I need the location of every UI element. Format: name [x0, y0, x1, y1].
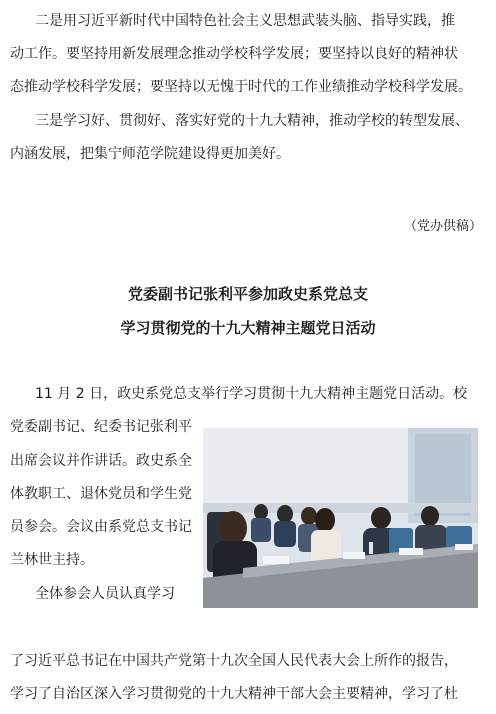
article-title-line-2: 学习贯彻党的十九大精神主题党日活动 [120, 319, 376, 337]
paragraph-line: 动工作。要坚持用新发展理念推动学校科学发展；要坚持以良好的精神状 [10, 46, 458, 62]
article-tail-line: 了习近平总书记在中国共产党第十九次全国人民代表大会上所作的报告， [10, 653, 458, 669]
paragraph-line: 态推动学校科学发展；要坚持以无愧于时代的工作业绩推动学校科学发展。 [10, 79, 472, 95]
article-wrap-line: 出席会议并作讲话。政史系全 [10, 453, 192, 469]
article-first-line: 11 月 2 日，政史系党总支举行学习贯彻十九大精神主题党日活动。校 [35, 386, 468, 402]
article-wrap-line: 兰林世主持。 [10, 552, 94, 568]
meeting-photo [203, 428, 478, 608]
article-tail-line: 学习了自治区深入学习贯彻党的十九大精神干部大会主要精神，学习了杜 [10, 686, 458, 702]
article-wrap-line: 党委副书记、纪委书记张利平 [10, 419, 192, 435]
article-para2-first: 全体参会人员认真学习 [35, 586, 175, 602]
paragraph-line: 二是用习近平新时代中国特色社会主义思想武装头脑、指导实践，推 [35, 13, 455, 29]
paragraph-line: 内涵发展，把集宁师范学院建设得更加美好。 [10, 146, 290, 162]
paragraph-line: 三是学习好、贯彻好、落实好党的十九大精神，推动学校的转型发展、 [35, 113, 469, 129]
source-note: （党办供稿） [404, 219, 483, 234]
article-wrap-line: 员参会。会议由系党总支书记 [10, 519, 192, 535]
article-title-line-1: 党委副书记张利平参加政史系党总支 [127, 285, 368, 303]
meeting-photo-image [203, 428, 478, 608]
article-wrap-line: 体教职工、退休党员和学生党 [10, 486, 192, 502]
